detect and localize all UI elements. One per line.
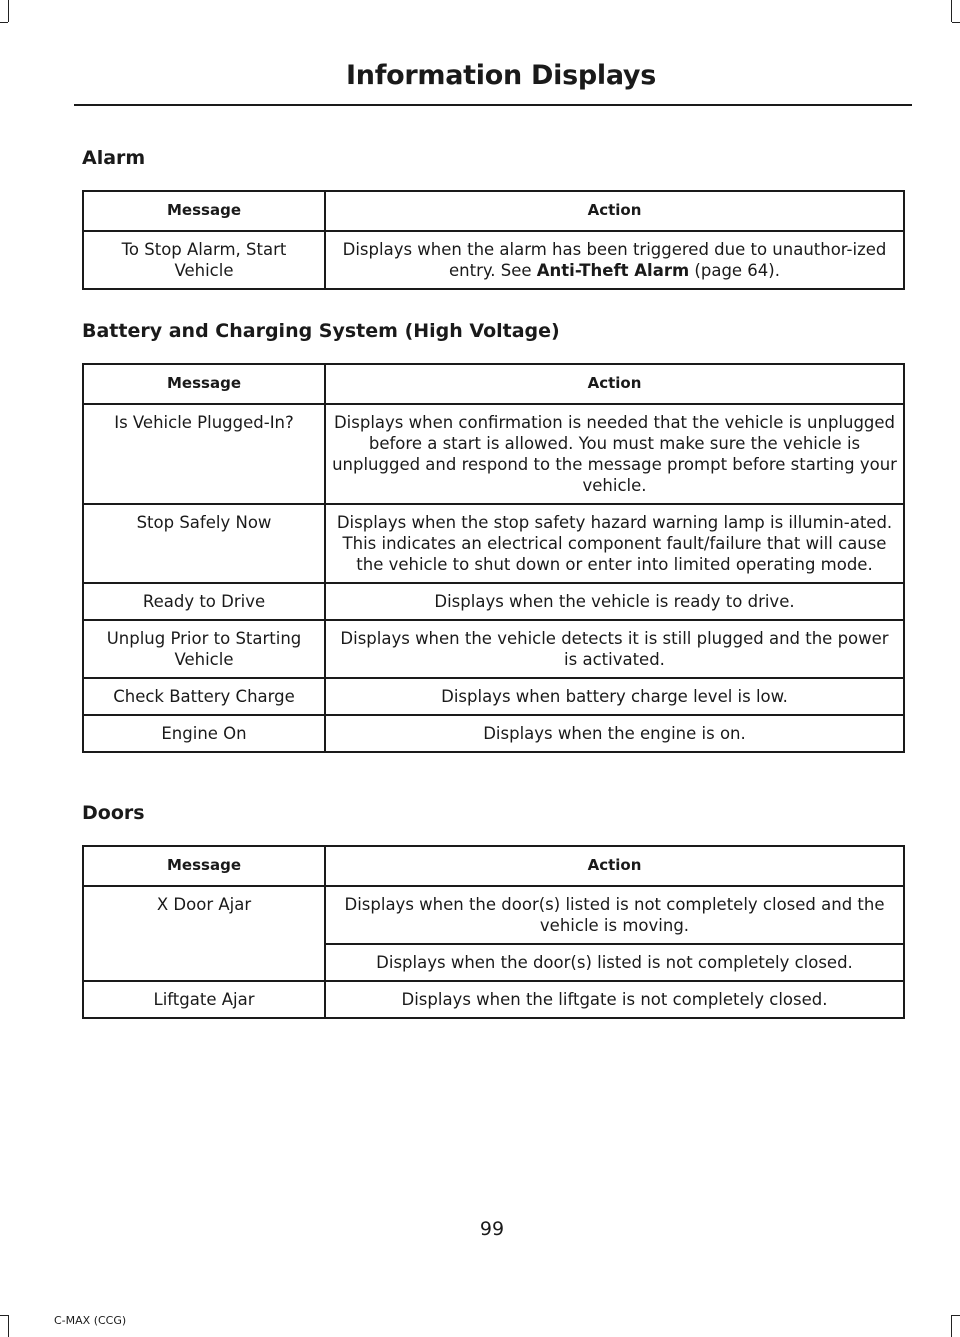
crop-mark (8, 1315, 9, 1337)
message-cell: Stop Safely Now (83, 504, 325, 583)
column-header-action: Action (325, 191, 904, 231)
message-cell: Is Vehicle Plugged-In? (83, 404, 325, 504)
table-row (83, 886, 904, 944)
table-row (83, 583, 904, 620)
table-row (83, 404, 904, 504)
crop-mark (8, 0, 9, 22)
column-header-message: Message (83, 846, 325, 886)
action-text: (page 64). (689, 261, 780, 280)
action-cell: Displays when the vehicle is ready to drive. (325, 583, 904, 620)
table-header-row (83, 846, 904, 886)
action-cell: Displays when battery charge level is low. (325, 678, 904, 715)
message-cell: Unplug Prior to Starting Vehicle (83, 620, 325, 678)
section-title-doors: Doors (82, 802, 145, 824)
message-cell: Liftgate Ajar (83, 981, 325, 1018)
action-cell: Displays when the engine is on. (325, 715, 904, 752)
message-cell: Check Battery Charge (83, 678, 325, 715)
column-header-action: Action (325, 364, 904, 404)
page-title: Information Displays (346, 60, 656, 91)
table-row (83, 504, 904, 583)
footer-model: C-MAX (CCG) (54, 1314, 127, 1327)
column-header-action: Action (325, 846, 904, 886)
action-cell: Displays when the stop safety hazard warning lamp is illumin-ated. This indicates an electrical component fault/failure that will cause the vehicle to shut down or enter into limited operating mode. (325, 504, 904, 583)
alarm-table (82, 190, 905, 290)
action-cell: Displays when the door(s) listed is not completely closed. (325, 944, 904, 981)
table-row (83, 620, 904, 678)
action-cell: Displays when the liftgate is not completely closed. (325, 981, 904, 1018)
page-number: 99 (479, 1218, 505, 1240)
crop-mark (952, 1315, 960, 1316)
message-cell: To Stop Alarm, Start Vehicle (83, 231, 325, 289)
message-cell: X Door Ajar (83, 886, 325, 981)
section-title-battery: Battery and Charging System (High Voltage) (82, 320, 560, 342)
cross-reference-link[interactable]: Anti-Theft Alarm (536, 261, 690, 280)
crop-mark (0, 22, 8, 23)
column-header-message: Message (83, 191, 325, 231)
crop-mark (951, 1315, 952, 1337)
table-row (83, 715, 904, 752)
table-row (83, 981, 904, 1018)
table-row (83, 231, 904, 289)
doors-table (82, 845, 905, 1019)
crop-mark (951, 0, 952, 22)
table-header-row (83, 364, 904, 404)
section-title-alarm: Alarm (82, 147, 146, 169)
action-cell: Displays when the vehicle detects it is still plugged and the power is activated. (325, 620, 904, 678)
action-cell (325, 231, 904, 289)
action-cell: Displays when the door(s) listed is not completely closed and the vehicle is moving. (325, 886, 904, 944)
action-text: Displays when the alarm has been triggered due to unauthor-ized entry. See (342, 240, 887, 280)
table-row (83, 678, 904, 715)
column-header-message: Message (83, 364, 325, 404)
action-cell: Displays when confirmation is needed that the vehicle is unplugged before a start is allowed. You must make sure the vehicle is unplugged and respond to the message prompt before starting your vehicle. (325, 404, 904, 504)
battery-table (82, 363, 905, 753)
message-cell: Ready to Drive (83, 583, 325, 620)
table-header-row (83, 191, 904, 231)
message-cell: Engine On (83, 715, 325, 752)
crop-mark (952, 22, 960, 23)
header-rule (74, 104, 912, 106)
crop-mark (0, 1315, 8, 1316)
